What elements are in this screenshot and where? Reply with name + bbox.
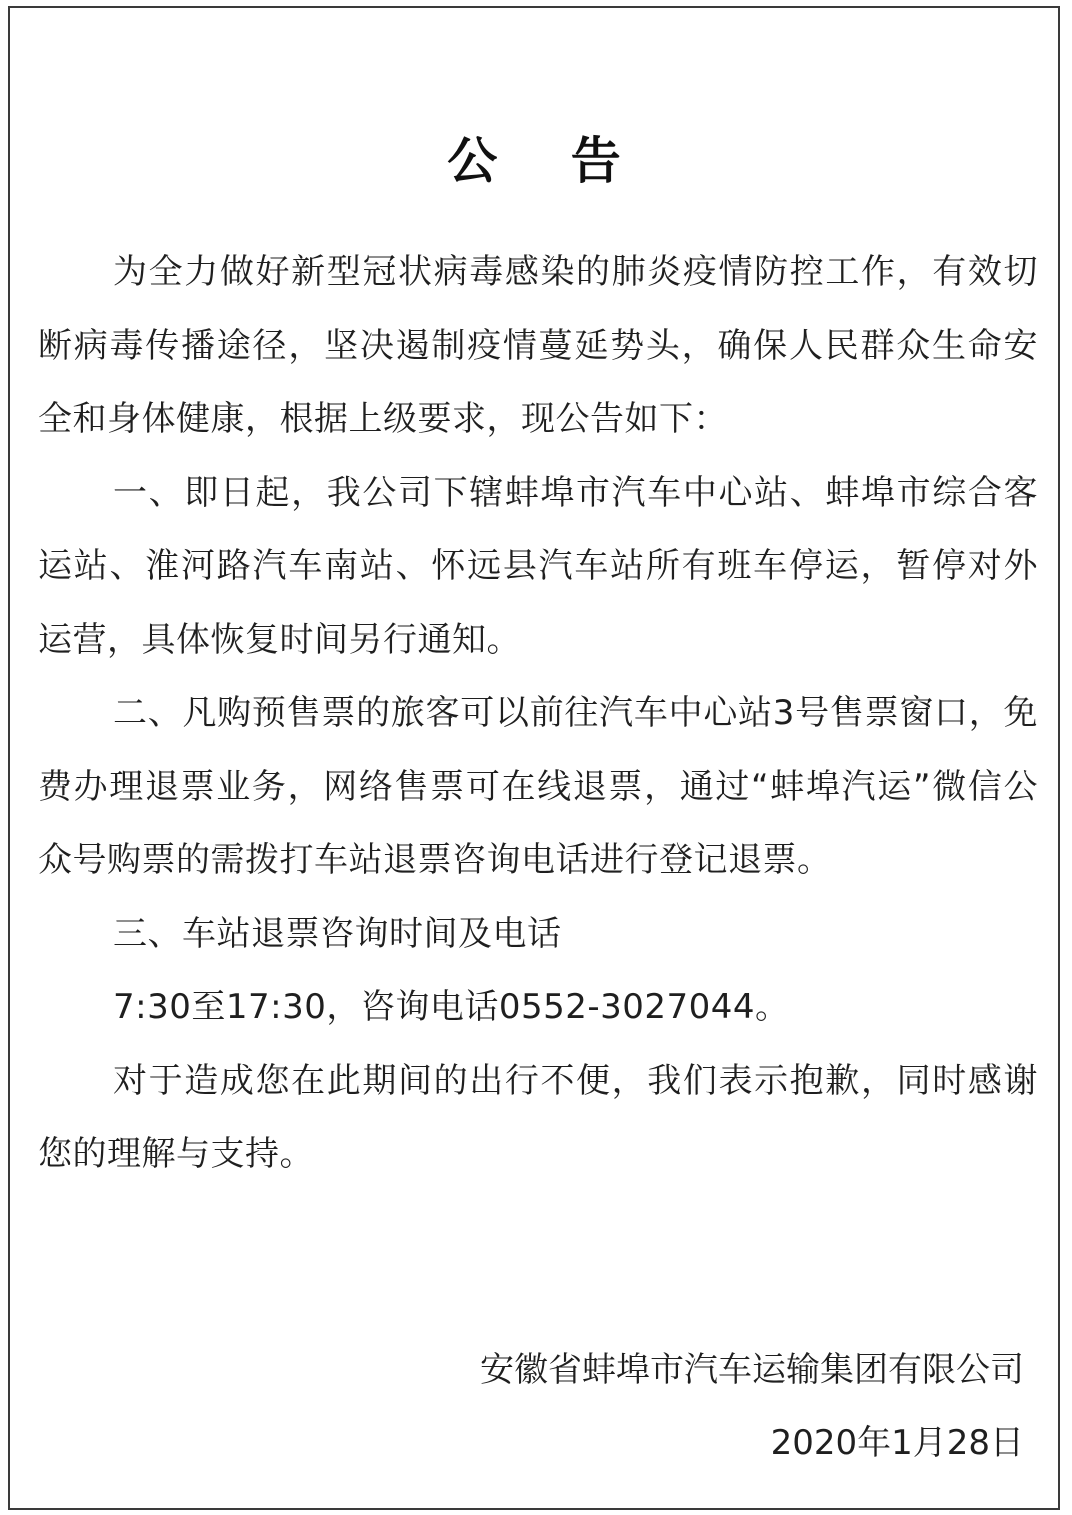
contact-hours-phone: 7:30至17:30，咨询电话0552-3027044。 (113, 987, 790, 1027)
intro-paragraph: 为全力做好新型冠状病毒感染的肺炎疫情防控工作，有效切断病毒传播途径，坚决遏制疫情蔓延势头，确保人民群众生命安全和身体健康，根据上级要求，现公告如下： (38, 252, 1038, 439)
notice-body (38, 236, 1038, 1192)
notice-frame (8, 6, 1060, 1510)
item-three-heading: 三、车站退票咨询时间及电话 (113, 913, 562, 954)
item-two-paragraph: 二、凡购预售票的旅客可以前往汽车中心站3号售票窗口，免费办理退票业务，网络售票可在线退票，通过“蚌埠汽运”微信公众号购票的需拨打车站退票咨询电话进行登记退票。 (38, 693, 1038, 880)
item-one-paragraph: 一、即日起，我公司下辖蚌埠市汽车中心站、蚌埠市综合客运站、淮河路汽车南站、怀远县汽车站所有班车停运，暂停对外运营，具体恢复时间另行通知。 (38, 472, 1038, 660)
closing-paragraph: 对于造成您在此期间的出行不便，我们表示抱歉，同时感谢您的理解与支持。 (38, 1060, 1038, 1174)
signature-organization: 安徽省蚌埠市汽车运输集团有限公司 (480, 1350, 1024, 1390)
signature-block (480, 1334, 1024, 1480)
notice-title: 公 告 (447, 132, 649, 190)
signature-date: 2020年1月28日 (770, 1423, 1024, 1463)
